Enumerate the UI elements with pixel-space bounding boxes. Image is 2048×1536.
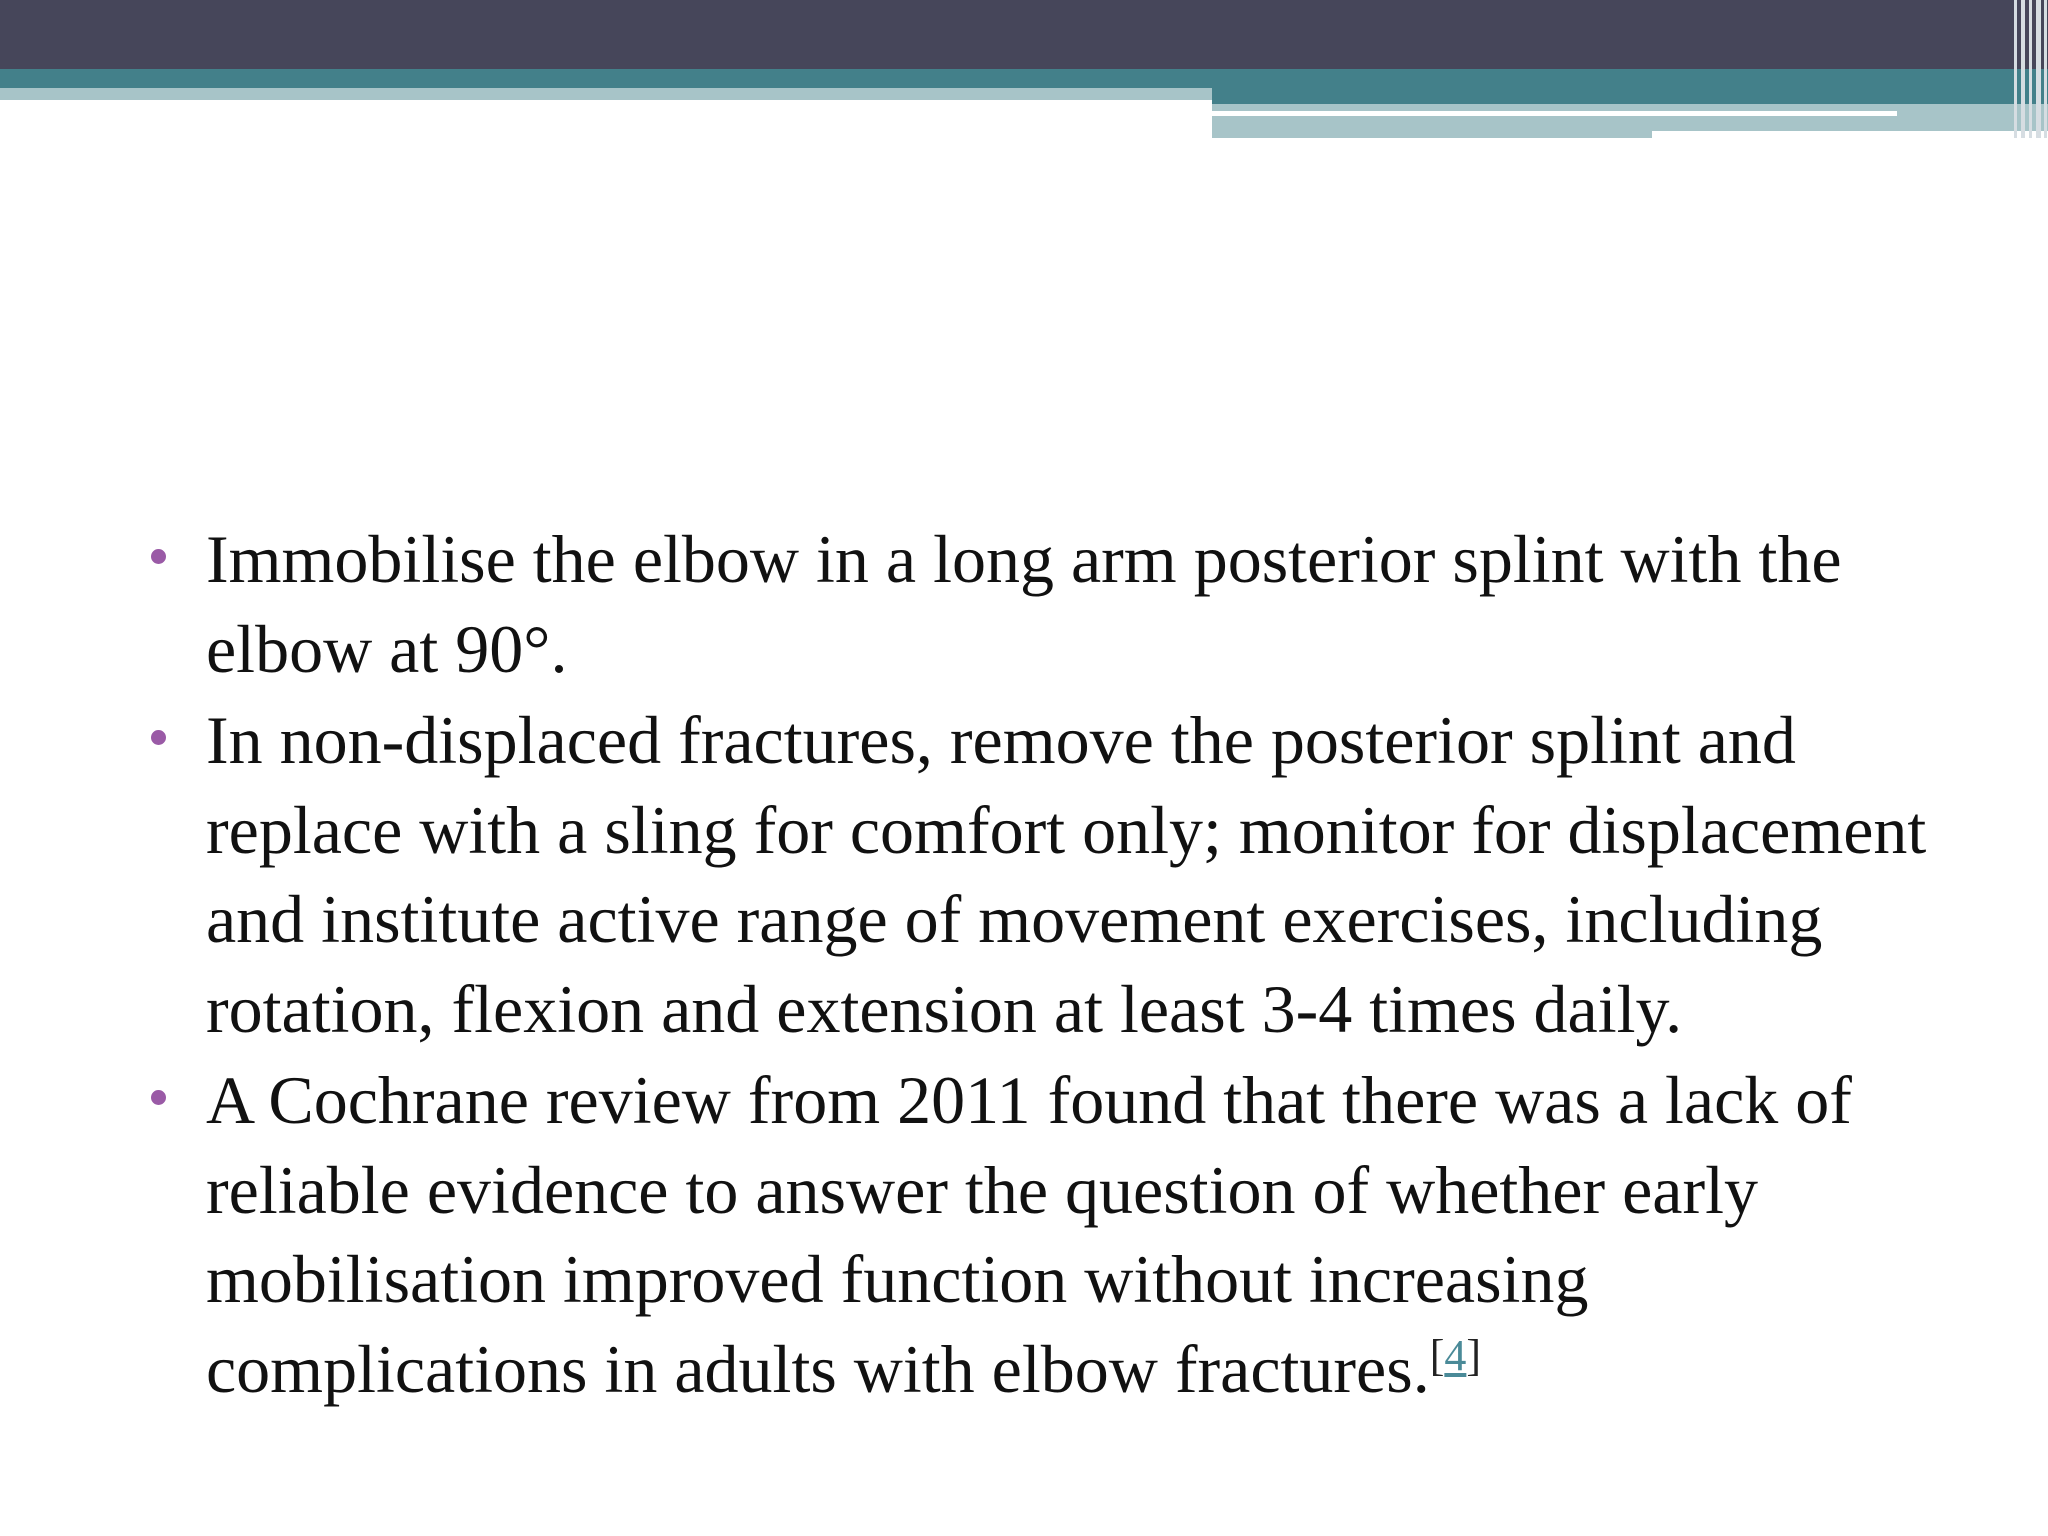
reference-link[interactable]: 4: [1444, 1330, 1467, 1380]
bullet-dot-icon: [151, 549, 166, 564]
header-bar-dark: [0, 0, 2048, 69]
bullet-text: Immobilise the elbow in a long arm posterior splint with the elbow at 90°.: [206, 521, 1842, 687]
reference-citation: [1430, 1331, 1481, 1380]
header-accent-line: [1212, 111, 1897, 116]
header-bar-light: [0, 88, 1212, 100]
bullet-list: [140, 515, 1940, 1416]
bullet-item: [140, 1056, 1940, 1414]
header-bar-teal: [0, 69, 2048, 88]
reference-close-bracket: ]: [1466, 1330, 1482, 1380]
bullet-text: In non-displaced fractures, remove the posterior splint and replace with a sling for comfort only; monitor for displacement and institute active range of movement exercises, including rotation, flexion and extension at least 3-4 times daily.: [206, 702, 1927, 1047]
bullet-text: A Cochrane review from 2011 found that there was a lack of reliable evidence to answer the question of whether early mobilisation improved function without increasing complications in adults with elbow fractures.: [206, 1062, 1852, 1407]
bullet-item: [140, 515, 1940, 694]
bullet-item: [140, 696, 1940, 1054]
bullet-dot-icon: [151, 730, 166, 745]
bullet-dot-icon: [151, 1090, 166, 1105]
header-accent-line-lower: [1652, 131, 2048, 138]
reference-open-bracket: [: [1429, 1330, 1445, 1380]
header-stripes: [2012, 0, 2048, 138]
header-accent-block: [1212, 88, 2048, 104]
